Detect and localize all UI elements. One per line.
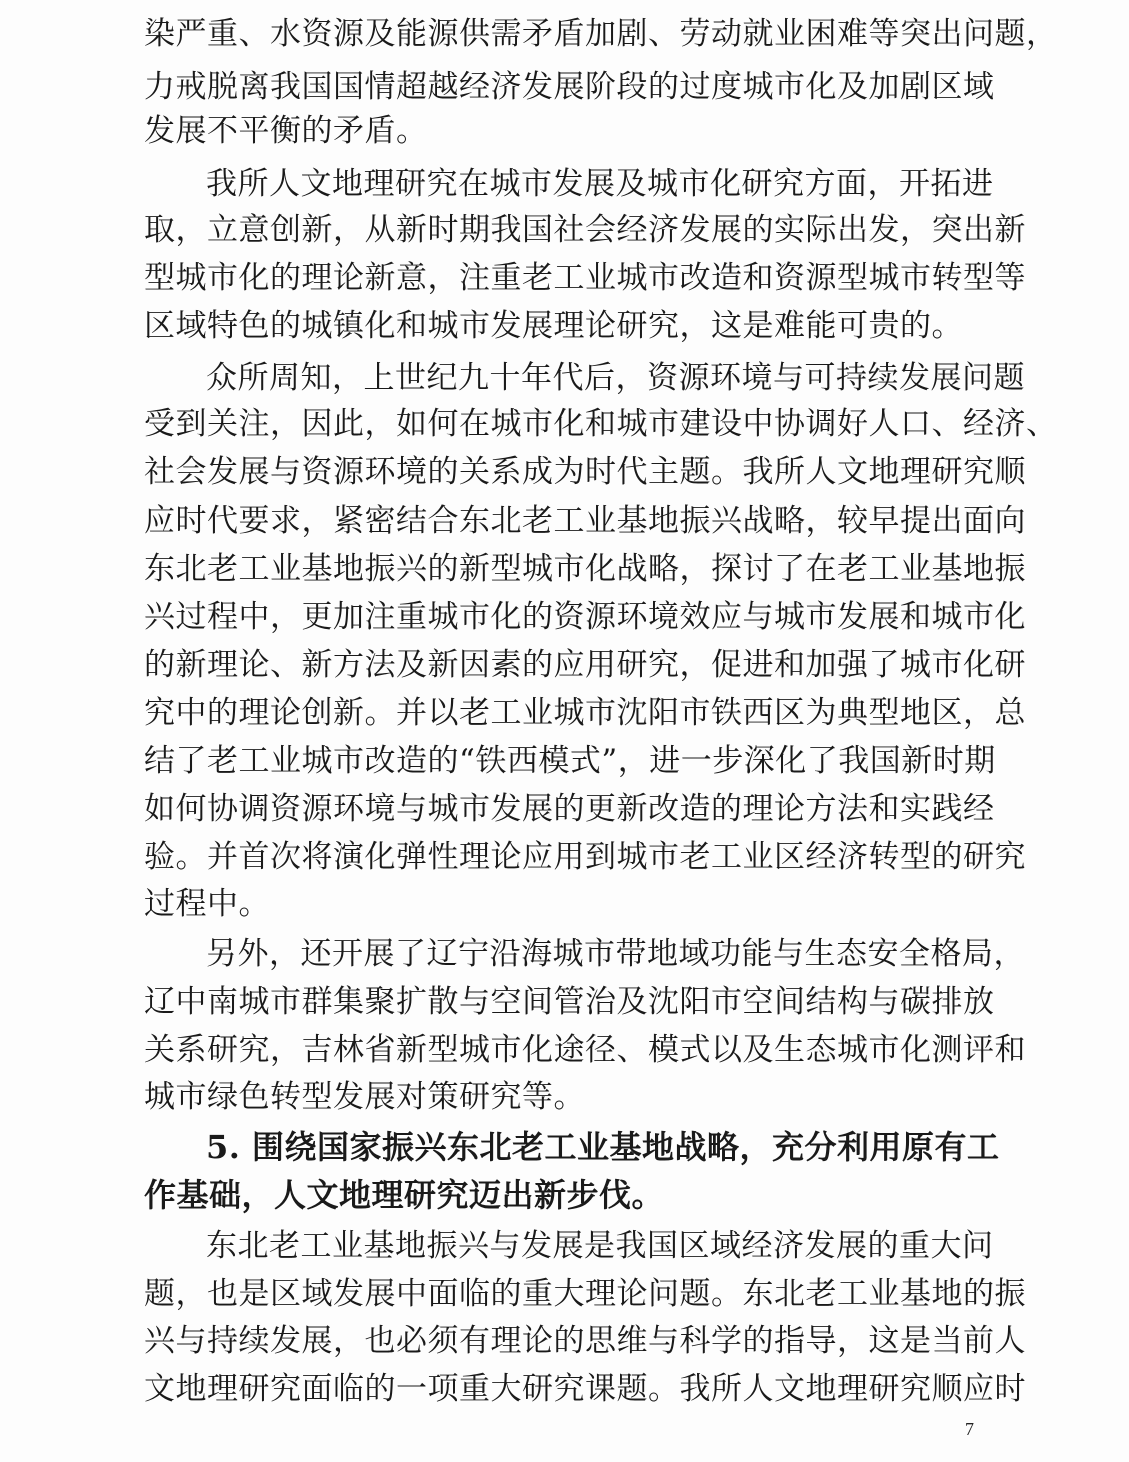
- text-line: 发展不平衡的矛盾。: [144, 113, 428, 149]
- section-heading: 5. 围绕国家振兴东北老工业基地战略，充分利用原有工: [206, 1128, 1000, 1166]
- paragraph-start-line: 东北老工业基地振兴与发展是我国区域经济发展的重大问: [206, 1228, 994, 1264]
- paragraph-start-line: 另外，还开展了辽宁沿海城市带地域功能与生态安全格局，: [206, 936, 1025, 972]
- paragraph-start-line: 众所周知，上世纪九十年代后，资源环境与可持续发展问题: [206, 360, 1025, 396]
- text-line: 文地理研究面临的一项重大研究课题。我所人文地理研究顺应时: [144, 1371, 1026, 1407]
- text-line: 兴过程中，更加注重城市化的资源环境效应与城市发展和城市化: [144, 599, 1026, 635]
- text-line: 城市绿色转型发展对策研究等。: [144, 1079, 585, 1115]
- text-line: 东北老工业基地振兴的新型城市化战略，探讨了在老工业基地振: [144, 551, 1026, 587]
- text-line: 区域特色的城镇化和城市发展理论研究，这是难能可贵的。: [144, 308, 963, 344]
- text-line: 题，也是区域发展中面临的重大理论问题。东北老工业基地的振: [144, 1276, 1026, 1312]
- text-line: 如何协调资源环境与城市发展的更新改造的理论方法和实践经: [144, 791, 995, 827]
- text-line: 辽中南城市群集聚扩散与空间管治及沈阳市空间结构与碳排放: [144, 984, 995, 1020]
- text-line: 染严重、水资源及能源供需矛盾加剧、劳动就业困难等突出问题，: [144, 16, 1058, 52]
- paragraph-start-line: 我所人文地理研究在城市发展及城市化研究方面，开拓进: [206, 166, 994, 202]
- text-line: 过程中。: [144, 886, 270, 922]
- text-line: 兴与持续发展，也必须有理论的思维与科学的指导，这是当前人: [144, 1323, 1026, 1359]
- page-number: 7: [965, 1419, 974, 1439]
- text-line: 力戒脱离我国国情超越经济发展阶段的过度城市化及加剧区域: [144, 69, 995, 105]
- text-line: 取，立意创新，从新时期我国社会经济发展的实际出发，突出新: [144, 212, 1026, 248]
- text-line: 社会发展与资源环境的关系成为时代主题。我所人文地理研究顺: [144, 454, 1026, 490]
- section-heading: 作基础，人文地理研究迈出新步伐。: [144, 1176, 665, 1214]
- text-line: 验。并首次将演化弹性理论应用到城市老工业区经济转型的研究: [144, 839, 1026, 875]
- text-line: 受到关注，因此，如何在城市化和城市建设中协调好人口、经济、: [144, 406, 1058, 442]
- text-line: 究中的理论创新。并以老工业城市沈阳市铁西区为典型地区，总: [144, 695, 1026, 731]
- text-line: 应时代要求，紧密结合东北老工业基地振兴战略，较早提出面向: [144, 503, 1026, 539]
- text-line: 关系研究，吉林省新型城市化途径、模式以及生态城市化测评和: [144, 1032, 1026, 1068]
- text-line: 型城市化的理论新意，注重老工业城市改造和资源型城市转型等: [144, 260, 1026, 296]
- text-line: 的新理论、新方法及新因素的应用研究，促进和加强了城市化研: [144, 647, 1026, 683]
- text-line: 结了老工业城市改造的“铁西模式”，进一步深化了我国新时期: [144, 743, 996, 779]
